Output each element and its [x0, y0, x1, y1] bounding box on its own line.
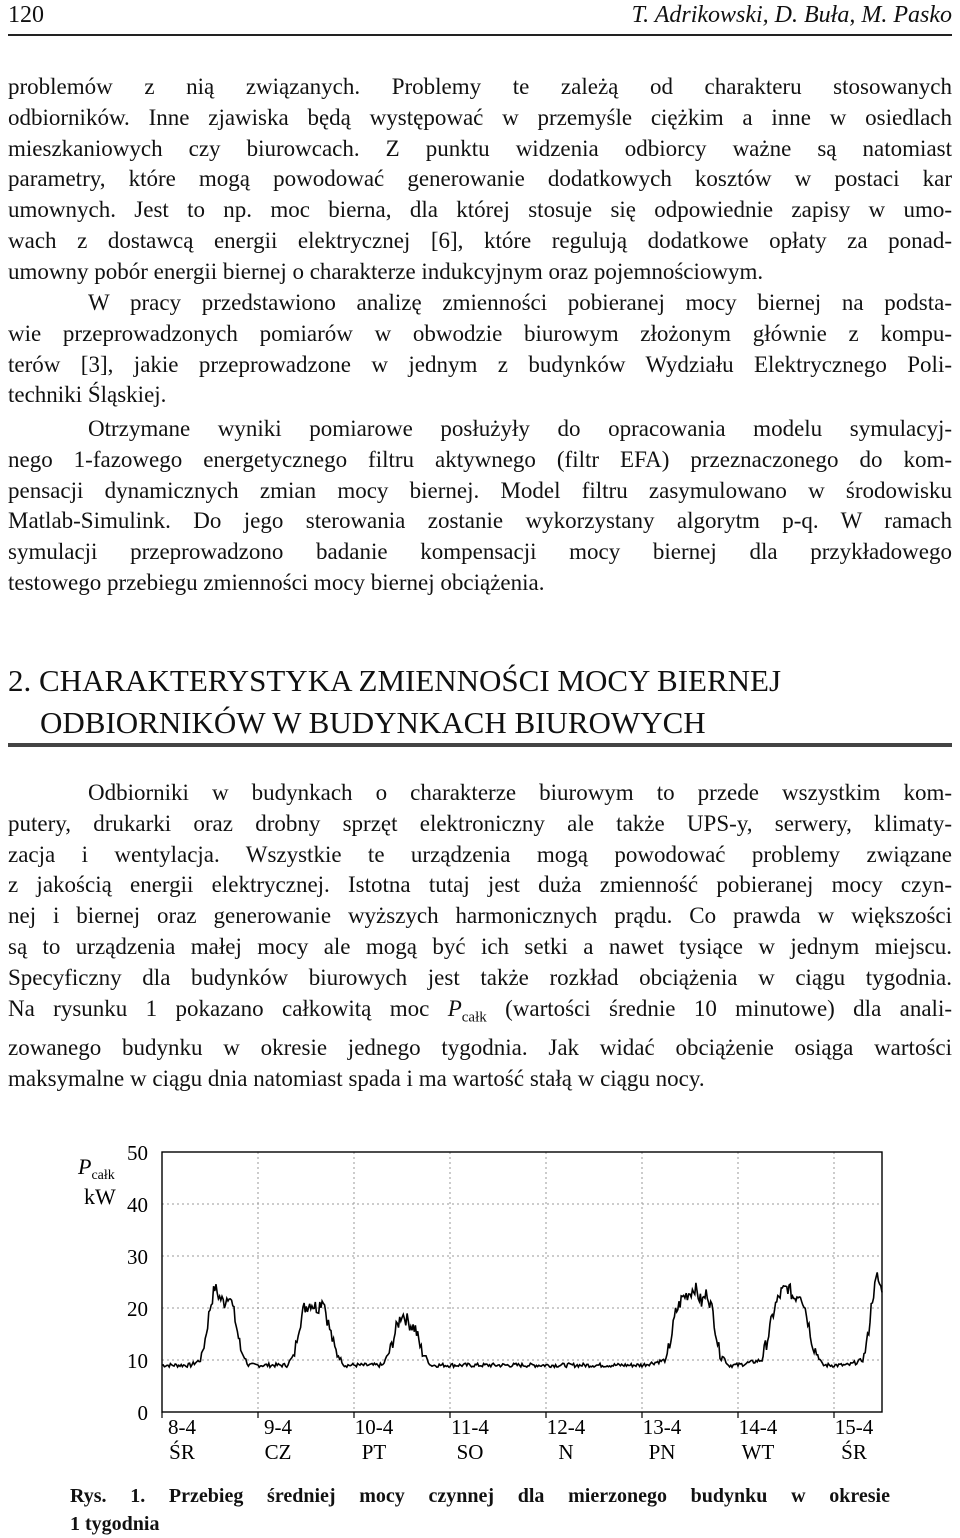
y-tick-label: 0: [137, 1401, 148, 1425]
x-tick-day: N: [558, 1440, 574, 1460]
text-line: umownych. Jest to np. moc bierna, dla której stosuje się odpowiednie zapisy w umo-: [8, 197, 952, 223]
text-line: parametry, które mogą powodować generowanie dodatkowych kosztów w postaci kar: [8, 166, 952, 192]
x-tick-date: 13-4: [642, 1415, 682, 1439]
x-tick-date: 15-4: [834, 1415, 874, 1439]
intro-paragraph: [8, 72, 952, 288]
model-paragraph: [8, 414, 952, 599]
text-line: nego 1-fazowego energetycznego filtru aktywnego (filtr EFA) przeznaczonego do kom-: [8, 446, 952, 472]
text-line: Otrzymane wyniki pomiarowe posłużyły do opracowania modelu symulacyj-: [88, 416, 952, 441]
y-tick-label: 10: [127, 1349, 148, 1373]
x-tick-day: ŚR: [169, 1440, 195, 1460]
y-tick-label: 20: [127, 1297, 148, 1321]
x-tick-date: 10-4: [354, 1415, 394, 1439]
x-tick-date: 12-4: [546, 1415, 586, 1439]
text-line: problemów z nią związanych. Problemy te zależą od charakteru stosowanych: [8, 74, 952, 99]
text-line: techniki Śląskiej.: [8, 382, 167, 408]
figure-caption: [70, 1482, 890, 1538]
text-line: Matlab-Simulink. Do jego sterowania zostanie wykorzystany algorytm p-q. W ramach: [8, 508, 952, 534]
series-line: [162, 1272, 882, 1367]
x-tick-date: 9-4: [264, 1415, 292, 1439]
text-line: nej i biernej oraz generowanie wyższych harmonicznych prądu. Co prawda w większości: [8, 903, 952, 929]
page-header: [8, 2, 952, 36]
text-line: zacja i wentylacja. Wszystkie te urządzenia mogą powodować problemy związane: [8, 841, 952, 867]
text-line: są to urządzenia małej mocy ale mogą być ich setki a nawet tysiące w jednym miejscu.: [8, 933, 952, 959]
text-line: zowanego budynku w okresie jednego tygodnia. Jak widać obciążenie osiąga wartości: [8, 1034, 952, 1060]
analysis-paragraph: [8, 288, 952, 411]
symbol-subscript: całk: [461, 1009, 487, 1026]
offices-paragraph: [8, 778, 952, 1095]
y-tick-label: 50: [127, 1141, 148, 1165]
caption-line: 1 tygodnia: [70, 1513, 160, 1535]
x-tick-day: SO: [456, 1440, 484, 1460]
y-tick-label: 30: [127, 1245, 148, 1269]
section-divider: [8, 743, 952, 747]
text-line: wach z dostawcą energii elektrycznej [6], które regulują dodatkowe opłaty za ponad-: [8, 227, 952, 253]
x-tick-day: PN: [648, 1440, 676, 1460]
text-line: W pracy przedstawiono analizę zmienności pobieranej mocy biernej na podsta-: [88, 290, 952, 315]
text-line: umowny pobór energii biernej o charakterze indukcyjnym oraz pojemnościowym.: [8, 258, 764, 284]
x-tick-date: 14-4: [738, 1415, 778, 1439]
x-tick-date: 8-4: [168, 1415, 196, 1439]
text-line: maksymalne w ciągu dnia natomiast spada i ma wartość stałą w ciągu nocy.: [8, 1065, 705, 1091]
y-axis-unit: kW: [84, 1184, 116, 1209]
text-fragment: (wartości średnie 10 minutowe) dla anali-: [486, 995, 952, 1021]
text-fragment: Na rysunku 1 pokazano całkowitą moc: [8, 995, 448, 1021]
text-line: pensacji dynamicznych zmian mocy biernej. Model filtru zasymulowano w środowisku: [8, 477, 952, 503]
x-tick-day: ŚR: [841, 1440, 867, 1460]
power-chart: [0, 1120, 960, 1460]
text-line: odbiorników. Inne zjawiska będą występować w przemyśle ciężkim a inne w osiedlach: [8, 104, 952, 130]
x-tick-day: CZ: [264, 1440, 292, 1460]
section-heading-line: ODBIORNIKÓW W BUDYNKACH BIUROWYCH: [40, 705, 706, 740]
text-line: Specyficzny dla budynków biurowych jest także rozkład obciążenia w ciągu tygodnia.: [8, 964, 952, 990]
text-line: wie przeprowadzonych pomiarów w obwodzie biurowym złożonym głównie z kompu-: [8, 320, 952, 346]
text-line: putery, drukarki oraz drobny sprzęt elektroniczny ale także UPS-y, serwery, klimaty-: [8, 810, 952, 836]
text-line: terów [3], jakie przeprowadzone w jednym z budynków Wydziału Elektrycznego Poli-: [8, 351, 952, 377]
page-number: 120: [8, 2, 44, 28]
text-line: mieszkaniowych czy biurowcach. Z punktu widzenia odbiorcy ważne są natomiast: [8, 135, 952, 161]
text-line: [8, 994, 952, 1033]
text-line: symulacji przeprowadzono badanie kompensacji mocy biernej dla przykładowego: [8, 539, 952, 565]
plot-frame: [162, 1152, 882, 1412]
x-tick-date: 11-4: [451, 1415, 489, 1439]
y-tick-label: 40: [127, 1193, 148, 1217]
y-axis-label: $P_{całk}$: [78, 1154, 115, 1183]
figure-1: [0, 1120, 960, 1460]
section-heading-line: 2. CHARAKTERYSTYKA ZMIENNOŚCI MOCY BIERNEJ: [8, 663, 782, 698]
symbol-p: P: [447, 995, 462, 1021]
caption-line: Rys. 1. Przebieg średniej mocy czynnej dla mierzonego budynku w okresie: [70, 1485, 890, 1507]
section-heading: [8, 660, 952, 744]
running-head: T. Adrikowski, D. Buła, M. Pasko: [631, 2, 952, 28]
text-line: Odbiorniki w budynkach o charakterze biurowym to przede wszystkim kom-: [88, 780, 952, 805]
x-tick-day: PT: [361, 1440, 387, 1460]
text-line: z jakością energii elektrycznej. Istotna tutaj jest duża zmienność pobieranej mocy czyn-: [8, 872, 952, 898]
text-line: testowego przebiegu zmienności mocy biernej obciążenia.: [8, 569, 545, 595]
x-tick-day: WT: [741, 1440, 775, 1460]
